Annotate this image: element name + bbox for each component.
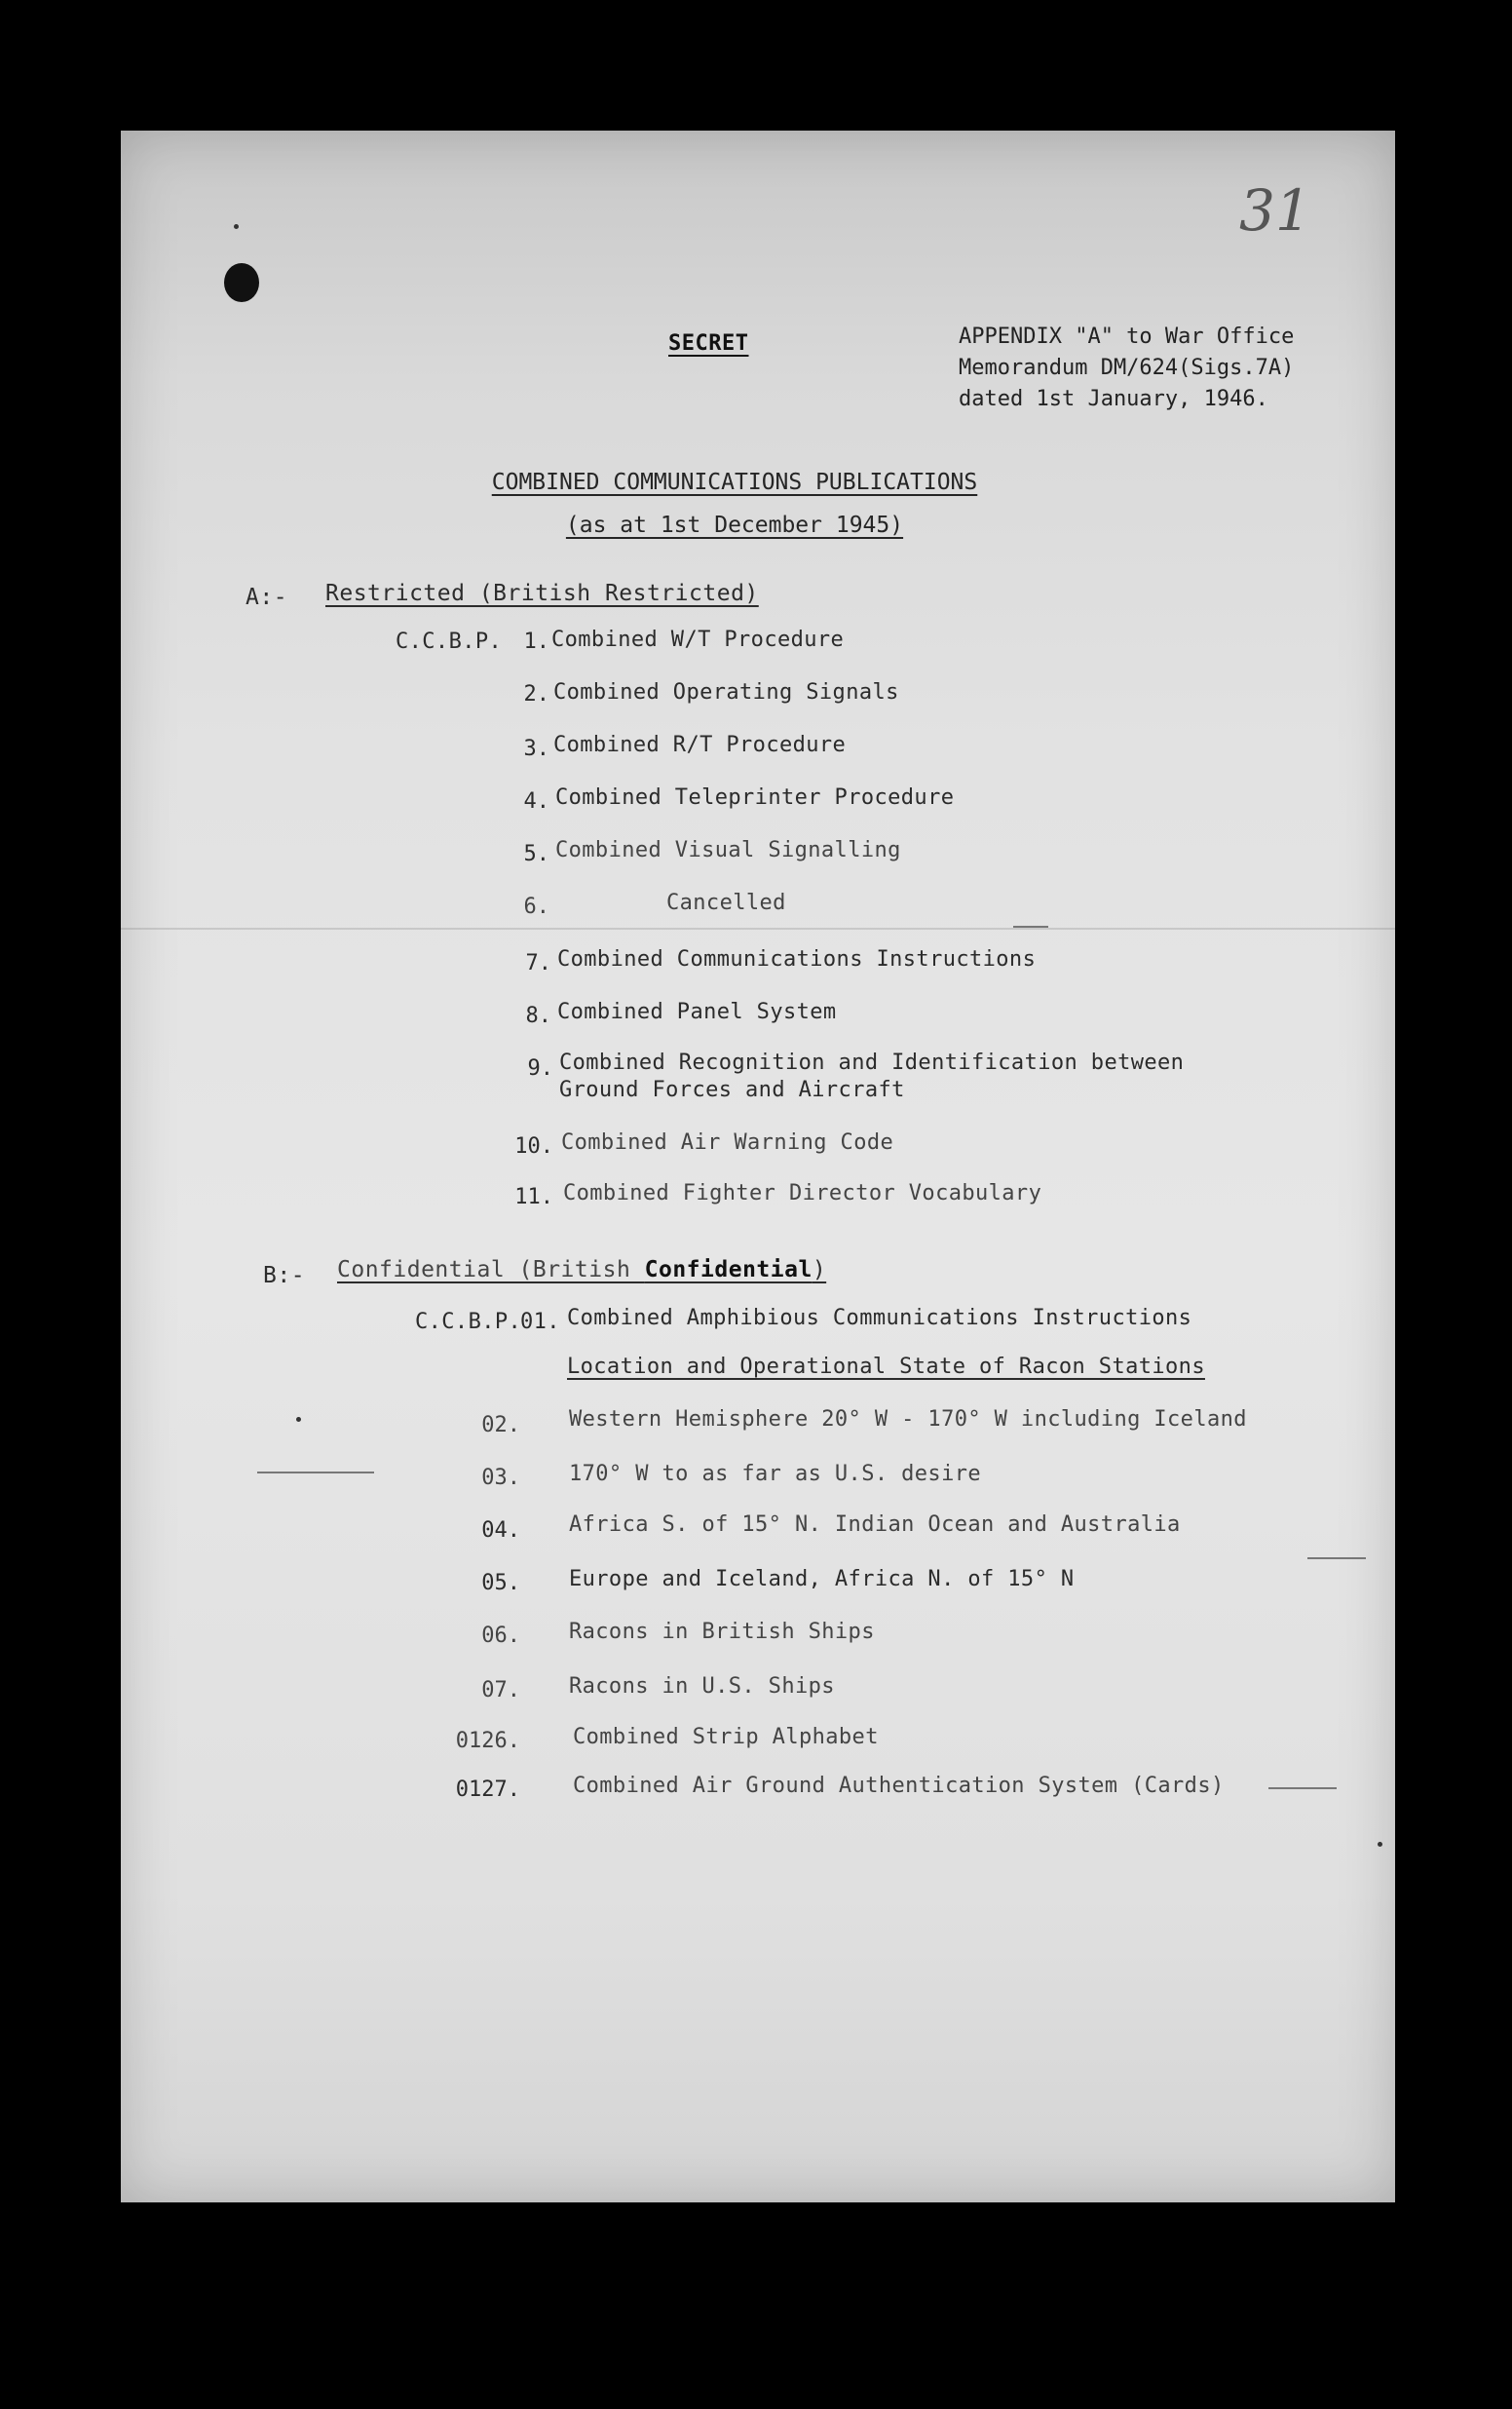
item-number: 03. [481,1466,520,1490]
document-title: COMBINED COMMUNICATIONS PUBLICATIONS [491,470,978,495]
reference-block [959,322,1294,415]
section-b-prefix: C.C.B.P. [415,1310,522,1334]
item-number: 1. [523,630,549,654]
section-a-prefix: C.C.B.P. [396,630,503,654]
reference-line: APPENDIX "A" to War Office [959,325,1295,349]
item-title: Racons in British Ships [569,1620,875,1644]
item-title: Combined Communications Instructions [557,947,1037,972]
reference-line: dated 1st January, 1946. [959,387,1268,411]
item-title: Europe and Iceland, Africa N. of 15° N [569,1567,1075,1591]
item-title: Combined W/T Procedure [551,628,845,652]
page-fold [121,928,1395,930]
item-number: 11. [514,1185,553,1209]
document-page [121,131,1395,2202]
mark [1307,1557,1366,1559]
item-number: 2. [523,682,549,707]
item-number: 10. [514,1134,553,1159]
mark [1268,1787,1337,1789]
item-title: 170° W to as far as U.S. desire [569,1462,981,1486]
item-number: 3. [523,737,549,761]
classification-label: SECRET [668,331,749,356]
item-number: 8. [525,1004,551,1028]
item-number: 01. [520,1310,560,1334]
section-b-heading-emphasis: Confidential [644,1257,813,1282]
item-title: Western Hemisphere 20° W - 170° W including Iceland [569,1407,1247,1432]
section-b-heading-part: ) [812,1257,827,1282]
item-number: 06. [481,1624,520,1648]
item-number: 4. [523,789,549,814]
item-title: Combined Operating Signals [553,680,899,705]
section-a-letter: A:- [246,585,288,610]
item-number: 04. [481,1518,520,1543]
page-number: 31 [1239,177,1311,244]
section-a-heading: Restricted (British Restricted) [325,581,759,606]
item-title: Combined Amphibious Communications Instructions [567,1306,1192,1330]
item-number: 5. [523,842,549,866]
item-number: 0126. [455,1729,520,1753]
item-title: Combined R/T Procedure [553,733,847,757]
reference-line: Memorandum DM/624(Sigs.7A) [959,356,1295,380]
item-number: 0127. [455,1778,520,1802]
mark [257,1472,374,1473]
item-title: Africa S. of 15° N. Indian Ocean and Australia [569,1512,1181,1537]
speck [234,224,239,229]
item-title: Combined Recognition and Identification between [559,1051,1185,1075]
item-number: 07. [481,1678,520,1702]
item-number: 7. [525,951,551,975]
mark [1013,926,1048,928]
speck [296,1417,301,1422]
item-number: 6. [523,895,549,919]
section-b-heading [337,1257,826,1282]
item-title: Combined Teleprinter Procedure [555,785,955,810]
item-number: 05. [481,1571,520,1595]
document-subtitle: (as at 1st December 1945) [565,513,904,538]
item-title: Combined Visual Signalling [555,838,901,862]
item-title-continued: Ground Forces and Aircraft [559,1078,905,1102]
item-title: Racons in U.S. Ships [569,1674,835,1699]
section-b-heading-part: Confidential (British [337,1257,645,1282]
section-b-letter: B:- [263,1263,306,1288]
item-title: Combined Air Ground Authentication System (Cards) [573,1774,1225,1798]
section-b-subheading: Location and Operational State of Racon Stations [567,1355,1205,1379]
item-title: Combined Air Warning Code [561,1130,894,1155]
item-title: Combined Panel System [557,1000,837,1024]
speck [1378,1842,1382,1847]
item-title: Cancelled [666,891,786,915]
item-title: Combined Strip Alphabet [573,1725,879,1749]
item-number: 9. [527,1056,553,1081]
item-title: Combined Fighter Director Vocabulary [563,1181,1042,1205]
punch-hole [224,263,259,302]
item-number: 02. [481,1413,520,1437]
